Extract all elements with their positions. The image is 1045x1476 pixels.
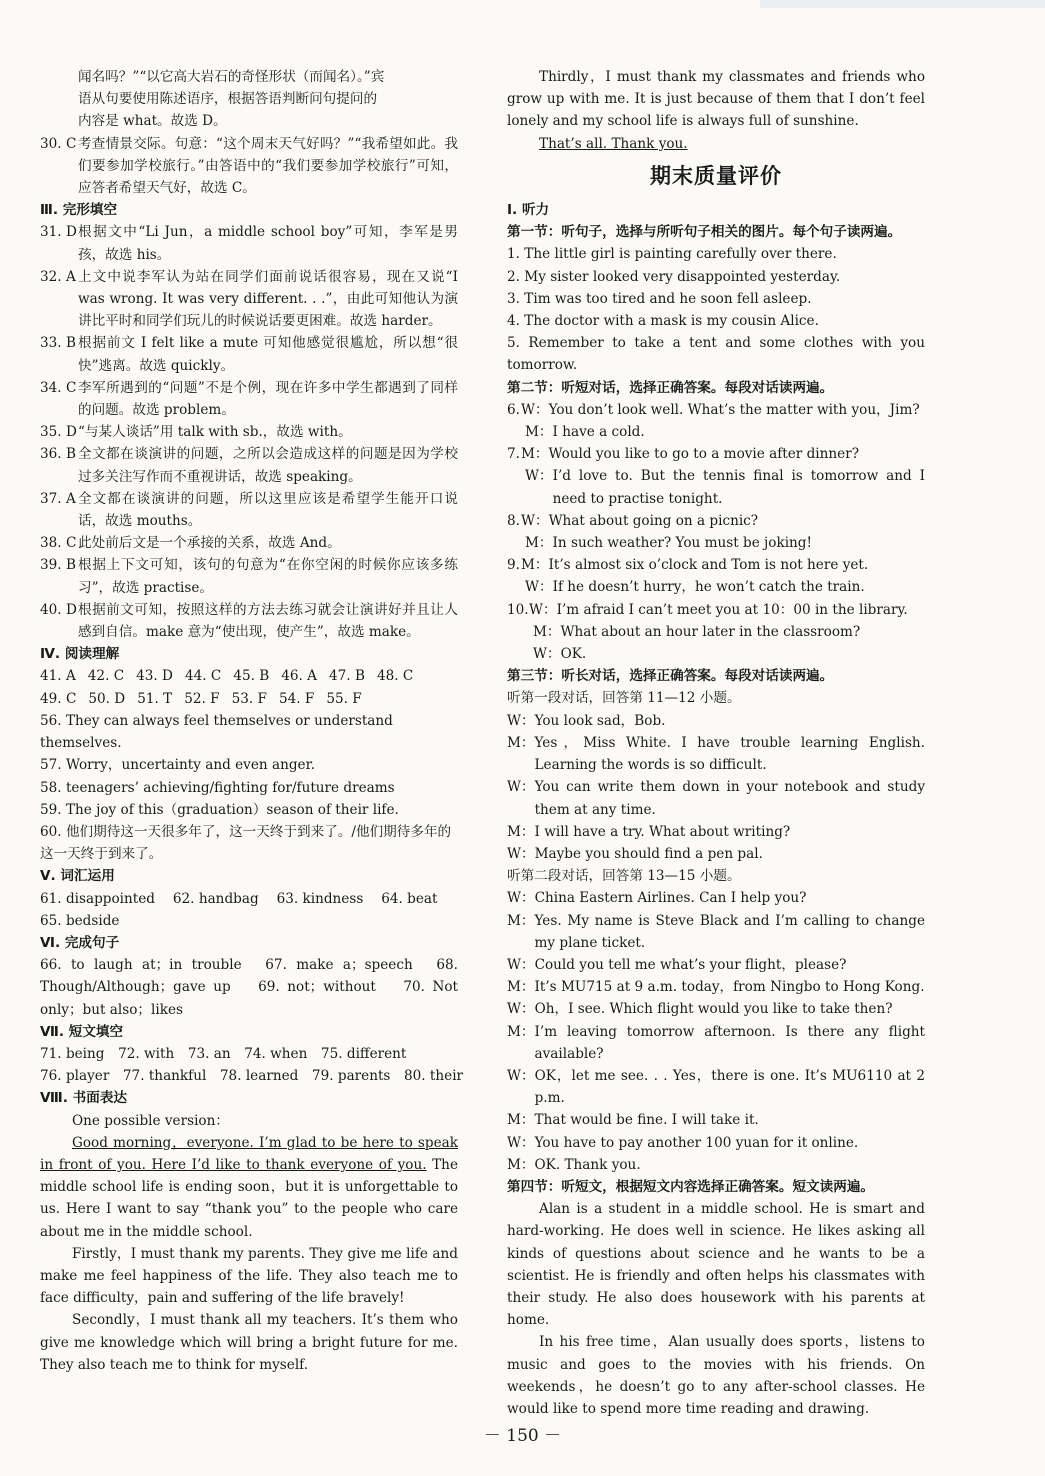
speaker: M： xyxy=(525,535,553,552)
utterance: You don’t look well. What’s the matter with you，Jim? xyxy=(548,401,920,418)
answer-line: 61. disappointed 62. handbag 63. kindness 64. beat xyxy=(40,890,438,907)
essay-paragraph: Thirdly，I must thank my classmates and friends who grow up with me. It is just because of them that I don’t feel lonely and my school life is always full of sunshine. xyxy=(507,69,925,130)
speaker: M： xyxy=(507,979,535,996)
answer-cell: 53. F xyxy=(231,690,267,707)
answer-line: 71. being 72. with 73. an 74. when 75. different xyxy=(40,1045,407,1062)
dialog-line xyxy=(507,621,925,643)
speaker: W： xyxy=(525,468,553,485)
speaker: M： xyxy=(507,1023,535,1040)
answer-number: 36. B xyxy=(40,446,76,463)
answer-item xyxy=(40,266,458,333)
answer-number: 30. C xyxy=(40,135,77,152)
utterance: Maybe you should find a pen pal. xyxy=(534,845,763,862)
speaker: M： xyxy=(521,446,549,463)
dialog-line xyxy=(507,998,925,1020)
answer-number: 38. C xyxy=(40,535,77,552)
utterance: I have a cold. xyxy=(552,424,645,441)
speaker: W： xyxy=(529,601,557,618)
dialog-line xyxy=(507,643,925,665)
answer-cell: 51. T xyxy=(137,690,173,707)
answer-cell: 55. F xyxy=(326,690,362,707)
answer-item xyxy=(40,133,458,200)
dialog-line xyxy=(507,532,925,554)
dialog-line xyxy=(507,1109,925,1131)
answer-item xyxy=(40,532,458,554)
answer-line: 76. player 77. thankful 78. learned 79. parents 80. their xyxy=(40,1068,464,1085)
dialog-line xyxy=(507,1065,925,1109)
speaker: W： xyxy=(507,1134,535,1151)
answer-cell: 41. A xyxy=(40,668,76,685)
utterance: If he doesn’t hurry，he won’t catch the train. xyxy=(552,579,865,596)
answer-item xyxy=(40,221,458,265)
answer-text: 此处前后文是一个承接的关系，故选 And。 xyxy=(78,535,341,552)
answer-cell: 44. C xyxy=(184,668,222,685)
speaker: W： xyxy=(507,890,535,907)
version-label: One possible version： xyxy=(72,1112,229,1129)
dialog-line xyxy=(507,554,925,576)
speaker: M： xyxy=(533,623,561,640)
text-line: 闻名吗？”“以它高大岩石的奇怪形状（而闻名）。”宾 xyxy=(78,69,385,85)
speaker: W： xyxy=(507,712,535,729)
answer-line: 60. 他们期待这一天很多年了，这一天终于到来了。/他们期待多年的这一天终于到来了。 xyxy=(40,823,452,863)
speaker: W： xyxy=(521,512,549,529)
utterance: What about going on a picnic? xyxy=(548,512,759,529)
utterance: I’m afraid I can’t meet you at 10：00 in the library. xyxy=(556,601,908,618)
utterance: Could you tell me what’s your flight，please? xyxy=(534,956,847,973)
text-line: 语从句要使用陈述语序，根据答语判断问句提问的 xyxy=(78,91,378,108)
dialog-line xyxy=(507,954,925,976)
speaker: M： xyxy=(507,1156,535,1173)
text-line: 内容是 what。故选 D。 xyxy=(78,113,227,130)
utterance: Oh，I see. Which flight would you like to take then? xyxy=(534,1001,893,1018)
utterance: OK. Thank you. xyxy=(534,1156,641,1173)
section-heading: Ⅴ. 词汇运用 xyxy=(40,868,115,885)
utterance: I will have a try. What about writing? xyxy=(534,823,791,840)
answer-cell: 54. F xyxy=(278,690,315,707)
answer-cell: 49. C xyxy=(40,690,77,707)
speaker: M： xyxy=(507,912,535,929)
answer-row xyxy=(40,688,458,710)
answer-text: 根据前文可知，按照这样的方法去练习就会让演讲好并且让人感到自信。make 意为“使出现，使产生”，故选 make。 xyxy=(78,601,458,641)
answer-cell: 47. B xyxy=(329,668,365,685)
dialog-line xyxy=(507,576,925,598)
dialog-line xyxy=(507,710,925,732)
dialog-label: 听第二段对话，回答第 13—15 小题。 xyxy=(507,868,741,885)
speaker: W： xyxy=(507,779,535,796)
section-heading: Ⅶ. 短文填空 xyxy=(40,1023,124,1040)
essay-text: The middle school life is ending soon，but it is unforgettable to us. Here I want to say “thank you” to the people who care about me in the middle school. xyxy=(40,1156,458,1240)
utterance: China Eastern Airlines. Can I help you? xyxy=(534,890,807,907)
section-heading: Ⅰ. 听力 xyxy=(507,202,550,219)
speaker: M： xyxy=(507,1112,535,1129)
speaker: W： xyxy=(507,1001,535,1018)
dialog-number: 9. xyxy=(507,557,520,574)
speaker: M： xyxy=(507,734,535,751)
right-column xyxy=(507,66,925,1420)
sentence-item: 1. The little girl is painting carefully over there. xyxy=(507,246,837,263)
utterance: What about an hour later in the classroom? xyxy=(560,623,861,640)
answer-cell: 52. F xyxy=(184,690,220,707)
dialog-number: 10. xyxy=(507,601,529,618)
utterance: Yes，Miss White. I have trouble learning English. Learning the words is so difficult. xyxy=(534,734,925,774)
utterance: Yes. My name is Steve Black and I’m calling to change my plane ticket. xyxy=(534,912,925,951)
essay-paragraph xyxy=(507,133,925,155)
answer-text: 根据文中“Li Jun，a middle school boy”可知，李军是男孩，故选 his。 xyxy=(78,224,458,263)
answer-line: 59. The joy of this（graduation）season of their life. xyxy=(40,801,399,818)
passage-paragraph: In his free time，Alan usually does sports，listens to music and goes to the movies with his friends. On weekends，he doesn’t go to any after-school classes. He would like to spend more time reading and drawing. xyxy=(507,1334,925,1417)
answer-text: 根据上下文可知，该句的句意为“在你空闲的时候你应该多练习”，故选 practise。 xyxy=(78,557,458,596)
answer-number: 32. A xyxy=(40,268,76,285)
essay-paragraph xyxy=(40,1132,458,1243)
utterance: OK. xyxy=(560,646,587,663)
answer-number: 37. A xyxy=(40,490,76,507)
answer-item xyxy=(40,488,458,532)
speaker: W： xyxy=(507,1067,535,1084)
answer-line: 56. They can always feel themselves or understand themselves. xyxy=(40,712,393,752)
sentence-item: 5. Remember to take a tent and some clothes with you tomorrow. xyxy=(507,335,925,374)
answer-row xyxy=(40,665,458,687)
dialog-line xyxy=(507,910,925,954)
dialog-line xyxy=(507,821,925,843)
answer-cell: 50. D xyxy=(88,690,126,707)
section-heading: Ⅵ. 完成句子 xyxy=(40,934,120,951)
dialog-line xyxy=(507,599,925,621)
speaker: W： xyxy=(521,401,549,418)
dialog-line xyxy=(507,843,925,865)
utterance: You have to pay another 100 yuan for it online. xyxy=(534,1134,859,1151)
dialog-line xyxy=(507,1154,925,1176)
top-edge-band xyxy=(760,0,1045,8)
answer-item xyxy=(40,554,458,598)
left-column xyxy=(40,66,464,1376)
dialog-line xyxy=(507,510,925,532)
essay-underlined: Good morning，everyone. I’m glad to be here to speak in front of you. Here I’d like to thank everyone of you. xyxy=(40,1134,458,1173)
speaker: W： xyxy=(507,845,535,862)
q29-explanation xyxy=(40,66,458,133)
dialog-line xyxy=(507,1132,925,1154)
speaker: W： xyxy=(533,646,561,663)
utterance: You look sad，Bob. xyxy=(534,712,666,729)
dialog-line xyxy=(507,443,925,465)
speaker: M： xyxy=(507,823,535,840)
subsection-heading: 第一节：听句子，选择与所听句子相关的图片。每个句子读两遍。 xyxy=(507,224,902,241)
answer-text: 考查情景交际。句意：“这个周末天气好吗？”“我希望如此。我们要参加学校旅行。”由答语中的“我们要参加学校旅行”可知，应答者希望天气好，故选 C。 xyxy=(78,135,458,197)
speaker: M： xyxy=(525,424,553,441)
answer-line: 58. teenagers’ achieving/fighting for/future dreams xyxy=(40,779,395,796)
answer-text: 李军所遇到的“问题”不是个例，现在许多中学生都遇到了同样的问题。故选 problem。 xyxy=(78,379,458,419)
dialog-number: 8. xyxy=(507,512,520,529)
dialog-label: 听第一段对话，回答第 11—12 小题。 xyxy=(507,690,741,707)
answer-line: 57. Worry，uncertainty and even anger. xyxy=(40,757,315,774)
subsection-heading: 第二节：听短对话，选择正确答案。每段对话读两遍。 xyxy=(507,379,834,396)
answer-text: 上文中说李军认为站在同学们面前说话很容易，现在又说“I was wrong. It was very different. . .”，由此可知他认为演讲比平时和同学们玩儿的时候说话要更困难。故选 harder。 xyxy=(78,268,458,330)
dialog-number: 7. xyxy=(507,446,520,463)
utterance: I’d love to. But the tennis final is tomorrow and I need to practise tonight. xyxy=(552,468,925,507)
essay-paragraph: Secondly，I must thank all my teachers. It’s them who give me knowledge which will bring a bright future for me. They also teach me to think for myself. xyxy=(40,1312,458,1373)
dialog-line xyxy=(507,465,925,509)
answer-text: 全文都在谈演讲的问题，所以这里应该是希望学生能开口说话，故选 mouths。 xyxy=(78,490,458,530)
dialog-line xyxy=(507,421,925,443)
answer-cell: 46. A xyxy=(281,668,317,685)
utterance: I’m leaving tomorrow afternoon. Is there any flight available? xyxy=(534,1023,925,1062)
page-number: － 150 － xyxy=(483,1426,562,1446)
speaker: W： xyxy=(525,579,553,596)
answer-text: 全文都在谈演讲的问题，之所以会造成这样的问题是因为学校过多关注写作而不重视讲话，故选 speaking。 xyxy=(78,446,458,485)
utterance: OK，let me see. . . Yes，there is one. It’s MU6110 at 2 p.m. xyxy=(534,1067,925,1107)
answer-number: 35. D xyxy=(40,424,77,441)
answer-item xyxy=(40,599,458,643)
utterance: It’s MU715 at 9 a.m. today，from Ningbo to Hong Kong. xyxy=(534,979,925,996)
section-heading: Ⅳ. 阅读理解 xyxy=(40,646,120,663)
dialog-line xyxy=(507,887,925,909)
answer-number: 34. C xyxy=(40,379,77,396)
section-heading: Ⅲ. 完形填空 xyxy=(40,202,118,219)
answer-cell: 45. B xyxy=(233,668,270,685)
answer-text: 根据前文 I felt like a mute 可知他感觉很尴尬，所以想“很快”逃离。故选 quickly。 xyxy=(78,335,458,374)
subsection-heading: 第四节：听短文，根据短文内容选择正确答案。短文读两遍。 xyxy=(507,1178,875,1195)
answer-cell: 43. D xyxy=(136,668,173,685)
answer-cell: 48. C xyxy=(376,668,414,685)
dialog-line xyxy=(507,732,925,776)
speaker: M： xyxy=(521,557,549,574)
answer-item xyxy=(40,421,458,443)
section-heading: Ⅷ. 书面表达 xyxy=(40,1090,128,1107)
essay-closing: That’s all. Thank you. xyxy=(539,135,688,152)
answer-line: 65. bedside xyxy=(40,912,120,929)
passage-paragraph: Alan is a student in a middle school. He is smart and hard-working. He does well in science. He likes asking all kinds of questions about science and he wants to be a scientist. He is friendly and often helps his classmates with their study. He also does housework with his parents at home. xyxy=(507,1201,925,1329)
answer-number: 39. B xyxy=(40,557,76,574)
speaker: W： xyxy=(507,956,535,973)
answer-text: “与某人谈话”用 talk with sb.，故选 with。 xyxy=(78,424,352,441)
utterance: Would you like to go to a movie after dinner? xyxy=(548,446,860,463)
subsection-heading: 第三节：听长对话，选择正确答案。每段对话读两遍。 xyxy=(507,668,834,685)
sentence-item: 4. The doctor with a mask is my cousin Alice. xyxy=(507,313,819,330)
page-title: 期末质量评价 xyxy=(650,163,782,188)
answer-item xyxy=(40,332,458,376)
answer-line: 66. to laugh at；in trouble 67. make a；speech 68. Though/Although；gave up 69. not；without 70. Not only；but also；likes xyxy=(40,957,458,1018)
answer-item xyxy=(40,377,458,421)
utterance: It’s almost six o’clock and Tom is not here yet. xyxy=(548,557,869,574)
answer-number: 31. D xyxy=(40,224,77,241)
sentence-item: 3. Tim was too tired and he soon fell asleep. xyxy=(507,290,812,307)
answer-item xyxy=(40,443,458,487)
sentence-item: 2. My sister looked very disappointed yesterday. xyxy=(507,268,841,285)
dialog-line xyxy=(507,1021,925,1065)
utterance: In such weather? You must be joking! xyxy=(552,535,812,552)
essay-paragraph: Firstly，I must thank my parents. They give me life and make me feel happiness of the life. They also teach me to face difficulty，pain and suffering of the life bravely! xyxy=(40,1245,458,1307)
utterance: That would be fine. I will take it. xyxy=(534,1112,759,1129)
answer-cell: 42. C xyxy=(87,668,125,685)
dialog-number: 6. xyxy=(507,401,520,418)
utterance: You can write them down in your notebook and study them at any time. xyxy=(534,779,925,818)
dialog-line xyxy=(507,399,925,421)
answer-number: 33. B xyxy=(40,335,76,352)
dialog-line xyxy=(507,976,925,998)
answer-number: 40. D xyxy=(40,601,77,618)
dialog-line xyxy=(507,776,925,820)
